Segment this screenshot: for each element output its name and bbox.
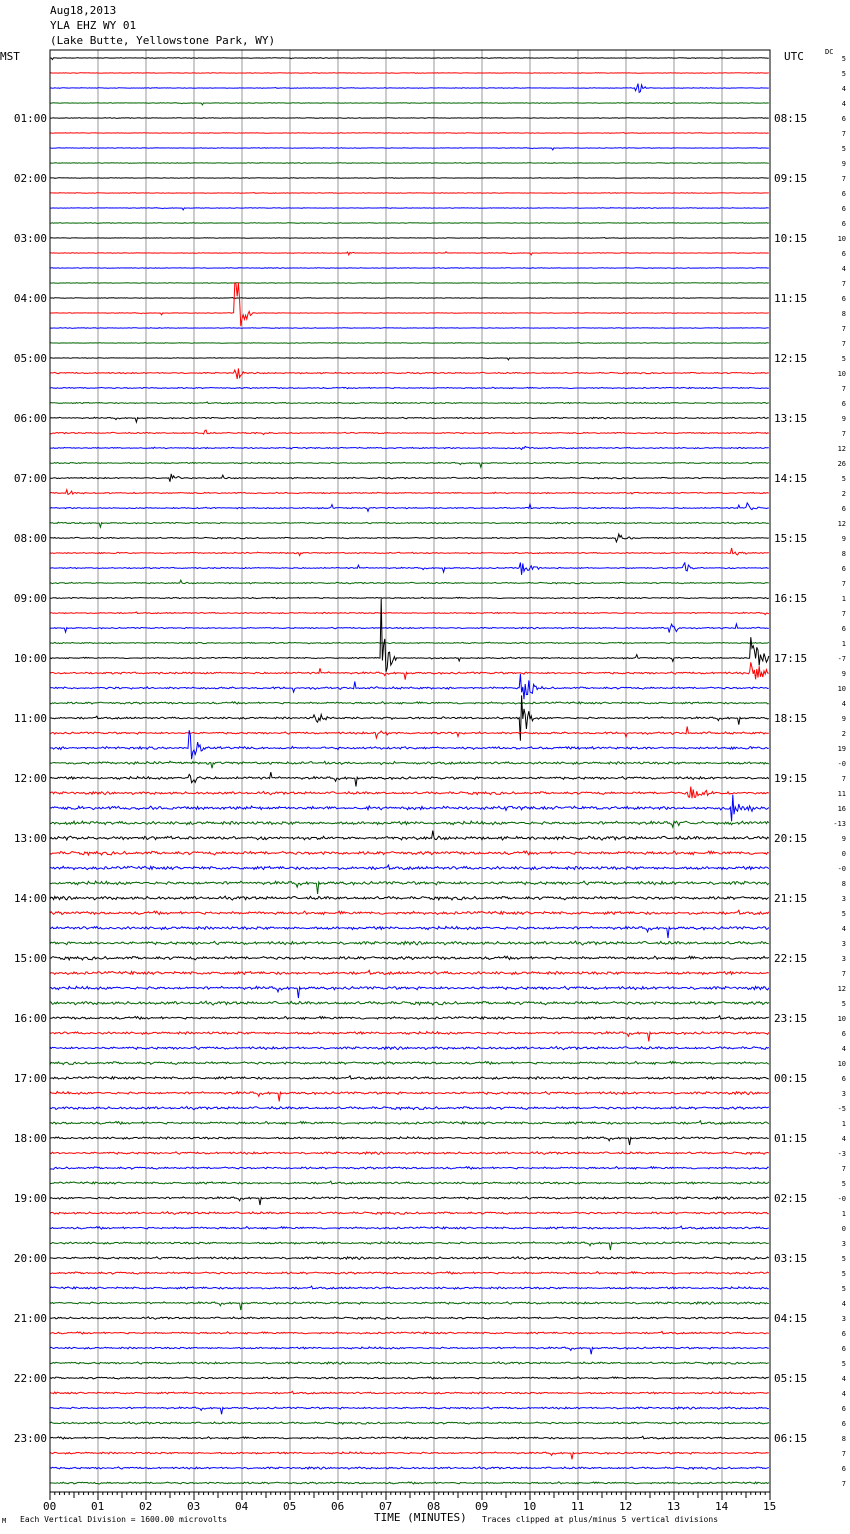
- trace-line: [50, 1317, 769, 1319]
- footer-mark: M: [2, 1517, 7, 1525]
- dc-offset-value: 6: [841, 295, 846, 303]
- dc-offset-value: 5: [841, 55, 846, 63]
- utc-hour-label: 12:15: [774, 352, 808, 365]
- mst-hour-label: 22:00: [13, 1372, 47, 1385]
- dc-offset-value: 5: [841, 145, 846, 153]
- dc-offset-value: 4: [841, 1045, 846, 1053]
- mst-hour-label: 12:00: [13, 772, 47, 785]
- trace-line: [50, 1467, 769, 1469]
- dc-offset-value: 4: [841, 925, 846, 933]
- dc-offset-value: 8: [841, 880, 846, 888]
- dc-offset-value: 19: [837, 745, 846, 753]
- trace-line: [50, 1092, 769, 1102]
- trace-line: [50, 462, 769, 467]
- trace-line: [50, 534, 769, 542]
- dc-offset-value: 16: [837, 805, 846, 813]
- trace-line: [50, 761, 769, 768]
- trace-line: [50, 1272, 769, 1275]
- utc-hour-label: 23:15: [774, 1012, 808, 1025]
- dc-offset-value: 7: [841, 1480, 846, 1488]
- mst-timezone-label: MST: [0, 50, 20, 63]
- trace-line: [50, 896, 769, 900]
- trace-line: [50, 1212, 769, 1215]
- trace-line: [50, 1407, 769, 1414]
- trace-line: [50, 941, 769, 945]
- utc-hour-label: 13:15: [774, 412, 808, 425]
- dc-offset-value: 4: [841, 1375, 846, 1383]
- mst-hour-label: 08:00: [13, 532, 47, 545]
- trace-line: [50, 252, 769, 255]
- trace-line: [50, 268, 769, 269]
- trace-line: [50, 1362, 769, 1364]
- station-location: (Lake Butte, Yellowstone Park, WY): [50, 34, 276, 47]
- dc-offset-value: 6: [841, 250, 846, 258]
- dc-offset-value: 6: [841, 400, 846, 408]
- trace-line: [50, 599, 769, 672]
- dc-offset-value: 6: [841, 1420, 846, 1428]
- trace-line: [50, 1121, 769, 1125]
- mst-hour-label: 03:00: [13, 232, 47, 245]
- trace-line: [50, 1422, 769, 1424]
- utc-hour-label: 09:15: [774, 172, 808, 185]
- utc-hour-label: 00:15: [774, 1072, 808, 1085]
- dc-offset-value: 6: [841, 115, 846, 123]
- dc-offset-value: 9: [841, 670, 846, 678]
- dc-offset-value: -3: [837, 1150, 846, 1158]
- dc-offset-value: 9: [841, 715, 846, 723]
- mst-hour-label: 09:00: [13, 592, 47, 605]
- dc-offset-value: 9: [841, 160, 846, 168]
- dc-offset-value: 4: [841, 1390, 846, 1398]
- trace-line: [50, 84, 769, 93]
- utc-hour-label: 08:15: [774, 112, 808, 125]
- dc-offset-value: 8: [841, 310, 846, 318]
- mst-hour-label: 18:00: [13, 1132, 47, 1145]
- trace-line: [50, 328, 769, 329]
- dc-offset-value: 4: [841, 265, 846, 273]
- trace-line: [50, 283, 769, 284]
- dc-offset-value: 3: [841, 940, 846, 948]
- dc-offset-value: -0: [837, 760, 846, 768]
- dc-offset-value: 6: [841, 1030, 846, 1038]
- dc-offset-value: 0: [841, 1225, 846, 1233]
- x-tick-label: 00: [43, 1500, 57, 1513]
- utc-hour-label: 04:15: [774, 1312, 808, 1325]
- utc-hour-label: 02:15: [774, 1192, 808, 1205]
- trace-line: [50, 910, 769, 914]
- dc-offset-value: 6: [841, 1330, 846, 1338]
- trace-line: [50, 368, 769, 379]
- trace-line: [50, 148, 769, 150]
- x-tick-label: 15: [763, 1500, 777, 1513]
- dc-offset-value: 4: [841, 1135, 846, 1143]
- x-tick-label: 03: [187, 1500, 201, 1513]
- trace-line: [50, 1226, 769, 1229]
- mst-hour-label: 07:00: [13, 472, 47, 485]
- mst-hour-label: 01:00: [13, 112, 47, 125]
- dc-offset-value: 6: [841, 205, 846, 213]
- dc-offset-value: 3: [841, 895, 846, 903]
- trace-line: [50, 430, 769, 435]
- trace-line: [50, 133, 769, 134]
- x-tick-label: 04: [235, 1500, 249, 1513]
- dc-offset-value: 6: [841, 220, 846, 228]
- mst-hour-label: 21:00: [13, 1312, 47, 1325]
- mst-hour-label: 23:00: [13, 1432, 47, 1445]
- mst-hour-label: 05:00: [13, 352, 47, 365]
- x-tick-label: 02: [139, 1500, 153, 1513]
- trace-line: [50, 1032, 769, 1042]
- dc-offset-value: -7: [837, 655, 846, 663]
- trace-line: [50, 821, 769, 827]
- trace-line: [50, 58, 769, 60]
- dc-offset-header: DC: [825, 48, 834, 56]
- dc-offset-value: 1: [841, 1210, 846, 1218]
- trace-line: [50, 238, 769, 239]
- x-tick-label: 08: [427, 1500, 441, 1513]
- x-tick-label: 10: [523, 1500, 537, 1513]
- trace-line: [50, 986, 769, 998]
- dc-offset-value: 2: [841, 730, 846, 738]
- mst-hour-label: 19:00: [13, 1192, 47, 1205]
- trace-line: [50, 727, 769, 739]
- utc-hour-label: 14:15: [774, 472, 808, 485]
- trace-line: [50, 1152, 769, 1155]
- utc-hour-label: 19:15: [774, 772, 808, 785]
- dc-offset-value: 10: [837, 685, 846, 693]
- utc-hour-label: 22:15: [774, 952, 808, 965]
- dc-offset-value: 10: [837, 1060, 846, 1068]
- dc-offset-value: 5: [841, 910, 846, 918]
- trace-line: [50, 417, 769, 422]
- trace-line: [50, 795, 769, 822]
- trace-line: [50, 1106, 769, 1109]
- trace-line: [50, 223, 769, 224]
- trace-line: [50, 358, 769, 360]
- trace-line: [50, 702, 769, 704]
- dc-offset-value: -0: [837, 865, 846, 873]
- trace-line: [50, 1242, 769, 1250]
- dc-offset-value: 7: [841, 280, 846, 288]
- dc-offset-value: 11: [837, 790, 846, 798]
- trace-line: [50, 1061, 769, 1064]
- utc-hour-label: 01:15: [774, 1132, 808, 1145]
- trace-line: [50, 612, 769, 615]
- x-axis: [50, 1492, 770, 1500]
- trace-line: [50, 490, 769, 495]
- trace-line: [50, 1452, 769, 1459]
- trace-line: [50, 208, 769, 210]
- trace-line: [50, 387, 769, 389]
- mst-hour-label: 15:00: [13, 952, 47, 965]
- utc-hour-label: 17:15: [774, 652, 808, 665]
- dc-offset-value: 7: [841, 325, 846, 333]
- x-tick-label: 01: [91, 1500, 105, 1513]
- utc-hour-label: 03:15: [774, 1252, 808, 1265]
- trace-line: [50, 298, 769, 299]
- dc-offset-value: 8: [841, 550, 846, 558]
- dc-offset-value: 5: [841, 355, 846, 363]
- trace-line: [50, 624, 769, 633]
- dc-offset-value: 7: [841, 610, 846, 618]
- trace-line: [50, 1181, 769, 1184]
- dc-offset-value: 9: [841, 535, 846, 543]
- dc-offset-value: 5: [841, 475, 846, 483]
- dc-offset-value: 4: [841, 100, 846, 108]
- plot-date: Aug18,2013: [50, 4, 117, 17]
- trace-line: [50, 674, 769, 699]
- dc-offset-value: 10: [837, 1015, 846, 1023]
- trace-line: [50, 1137, 769, 1145]
- dc-offset-value: 7: [841, 775, 846, 783]
- x-tick-label: 13: [667, 1500, 681, 1513]
- mst-hour-label: 14:00: [13, 892, 47, 905]
- trace-line: [50, 474, 769, 482]
- mst-hour-label: 10:00: [13, 652, 47, 665]
- dc-offset-value: 7: [841, 130, 846, 138]
- trace-line: [50, 343, 769, 344]
- dc-offset-value: 6: [841, 1345, 846, 1353]
- utc-hour-label: 16:15: [774, 592, 808, 605]
- trace-line: [50, 73, 769, 74]
- mst-hour-label: 16:00: [13, 1012, 47, 1025]
- trace-line: [50, 851, 769, 855]
- trace-line: [50, 956, 769, 960]
- seismic-traces: [50, 58, 769, 1485]
- dc-offset-value: 10: [837, 235, 846, 243]
- x-tick-label: 12: [619, 1500, 633, 1513]
- dc-offset-value: 8: [841, 1435, 846, 1443]
- x-tick-label: 11: [571, 1500, 585, 1513]
- dc-offset-value: 6: [841, 1465, 846, 1473]
- trace-line: [50, 1197, 769, 1205]
- dc-offset-value: -5: [837, 1105, 846, 1113]
- station-code: YLA EHZ WY 01: [50, 19, 137, 32]
- dc-offset-value: 6: [841, 565, 846, 573]
- plot-frame: [50, 50, 770, 1492]
- dc-offset-value: 6: [841, 1405, 846, 1413]
- trace-line: [50, 1436, 769, 1439]
- utc-timezone-label: UTC: [784, 50, 804, 63]
- mst-hour-label: 11:00: [13, 712, 47, 725]
- trace-line: [50, 1302, 769, 1310]
- dc-offset-value: -0: [837, 1195, 846, 1203]
- dc-offset-value: 7: [841, 1450, 846, 1458]
- trace-line: [50, 1076, 769, 1080]
- utc-hour-label: 06:15: [774, 1432, 808, 1445]
- dc-offset-value: 5: [841, 1285, 846, 1293]
- trace-line: [50, 1286, 769, 1289]
- dc-offset-value: 1: [841, 1120, 846, 1128]
- minute-grid: [98, 50, 722, 1492]
- trace-line: [50, 402, 769, 404]
- trace-line: [50, 1482, 769, 1484]
- utc-hour-label: 10:15: [774, 232, 808, 245]
- trace-line: [50, 1016, 769, 1020]
- trace-line: [50, 1257, 769, 1260]
- dc-offset-value: 7: [841, 580, 846, 588]
- x-tick-label: 14: [715, 1500, 729, 1513]
- x-tick-label: 05: [283, 1500, 297, 1513]
- mst-hour-label: 20:00: [13, 1252, 47, 1265]
- scale-note: Each Vertical Division = 1600.00 microvolts: [20, 1515, 228, 1524]
- trace-line: [50, 446, 769, 449]
- trace-line: [50, 597, 769, 599]
- trace-line: [50, 662, 769, 679]
- trace-line: [50, 178, 769, 179]
- dc-offset-value: 5: [841, 1255, 846, 1263]
- dc-offset-value: 12: [837, 985, 846, 993]
- trace-line: [50, 1377, 769, 1379]
- trace-line: [50, 865, 769, 870]
- dc-offset-value: 9: [841, 415, 846, 423]
- utc-hour-label: 11:15: [774, 292, 808, 305]
- dc-offset-value: 1: [841, 595, 846, 603]
- trace-line: [50, 881, 769, 894]
- trace-line: [50, 730, 769, 759]
- trace-line: [50, 283, 769, 326]
- utc-hour-label: 20:15: [774, 832, 808, 845]
- x-tick-label: 06: [331, 1500, 345, 1513]
- trace-line: [50, 831, 769, 841]
- trace-line: [50, 970, 769, 974]
- dc-offset-value: 6: [841, 505, 846, 513]
- dc-offset-value: 12: [837, 445, 846, 453]
- trace-line: [50, 522, 769, 527]
- dc-offset-value: 5: [841, 1180, 846, 1188]
- dc-offset-value: 7: [841, 970, 846, 978]
- dc-offset-value: 6: [841, 190, 846, 198]
- dc-offset-value: 3: [841, 1315, 846, 1323]
- utc-hour-label: 05:15: [774, 1372, 808, 1385]
- trace-line: [50, 193, 769, 194]
- x-tick-label: 07: [379, 1500, 393, 1513]
- dc-offset-value: 4: [841, 85, 846, 93]
- mst-hour-label: 04:00: [13, 292, 47, 305]
- trace-line: [50, 118, 769, 119]
- trace-line: [50, 926, 769, 938]
- mst-hour-label: 02:00: [13, 172, 47, 185]
- dc-offset-value: 2: [841, 490, 846, 498]
- dc-offset-value: 4: [841, 1300, 846, 1308]
- trace-line: [50, 548, 769, 556]
- trace-line: [50, 1167, 769, 1170]
- dc-offset-value: 3: [841, 1240, 846, 1248]
- dc-offset-value: 4: [841, 700, 846, 708]
- trace-line: [50, 563, 769, 575]
- dc-offset-value: 7: [841, 340, 846, 348]
- trace-line: [50, 1391, 769, 1394]
- trace-line: [50, 1046, 769, 1049]
- dc-offset-value: 26: [837, 460, 846, 468]
- dc-offset-value: 6: [841, 625, 846, 633]
- clip-note: Traces clipped at plus/minus 5 vertical divisions: [482, 1515, 719, 1524]
- dc-offset-value: 5: [841, 1360, 846, 1368]
- dc-offset-value: 5: [841, 1270, 846, 1278]
- trace-line: [50, 1347, 769, 1354]
- x-axis-title: TIME (MINUTES): [374, 1511, 467, 1524]
- dc-offset-value: 1: [841, 640, 846, 648]
- mst-hour-label: 06:00: [13, 412, 47, 425]
- dc-offset-value: 10: [837, 370, 846, 378]
- x-tick-label: 09: [475, 1500, 489, 1513]
- dc-offset-value: 7: [841, 430, 846, 438]
- trace-line: [50, 772, 769, 786]
- trace-line: [50, 787, 769, 799]
- dc-offset-value: 5: [841, 1000, 846, 1008]
- trace-line: [50, 1001, 769, 1005]
- dc-offset-value: 6: [841, 1075, 846, 1083]
- dc-offset-value: 7: [841, 385, 846, 393]
- trace-line: [50, 503, 769, 511]
- dc-offset-value: -13: [833, 820, 846, 828]
- trace-line: [50, 642, 769, 644]
- dc-offset-value: 5: [841, 70, 846, 78]
- dc-offset-value: 3: [841, 955, 846, 963]
- dc-offset-value: 12: [837, 520, 846, 528]
- trace-line: [50, 580, 769, 584]
- trace-line: [50, 1331, 769, 1334]
- trace-line: [50, 103, 769, 105]
- mst-hour-label: 13:00: [13, 832, 47, 845]
- dc-offset-value: 0: [841, 850, 846, 858]
- dc-offset-value: 7: [841, 1165, 846, 1173]
- utc-hour-label: 21:15: [774, 892, 808, 905]
- trace-line: [50, 163, 769, 164]
- utc-hour-label: 15:15: [774, 532, 808, 545]
- dc-offset-value: 9: [841, 835, 846, 843]
- dc-offset-value: 7: [841, 175, 846, 183]
- dc-offset-value: 3: [841, 1090, 846, 1098]
- utc-hour-label: 18:15: [774, 712, 808, 725]
- mst-hour-label: 17:00: [13, 1072, 47, 1085]
